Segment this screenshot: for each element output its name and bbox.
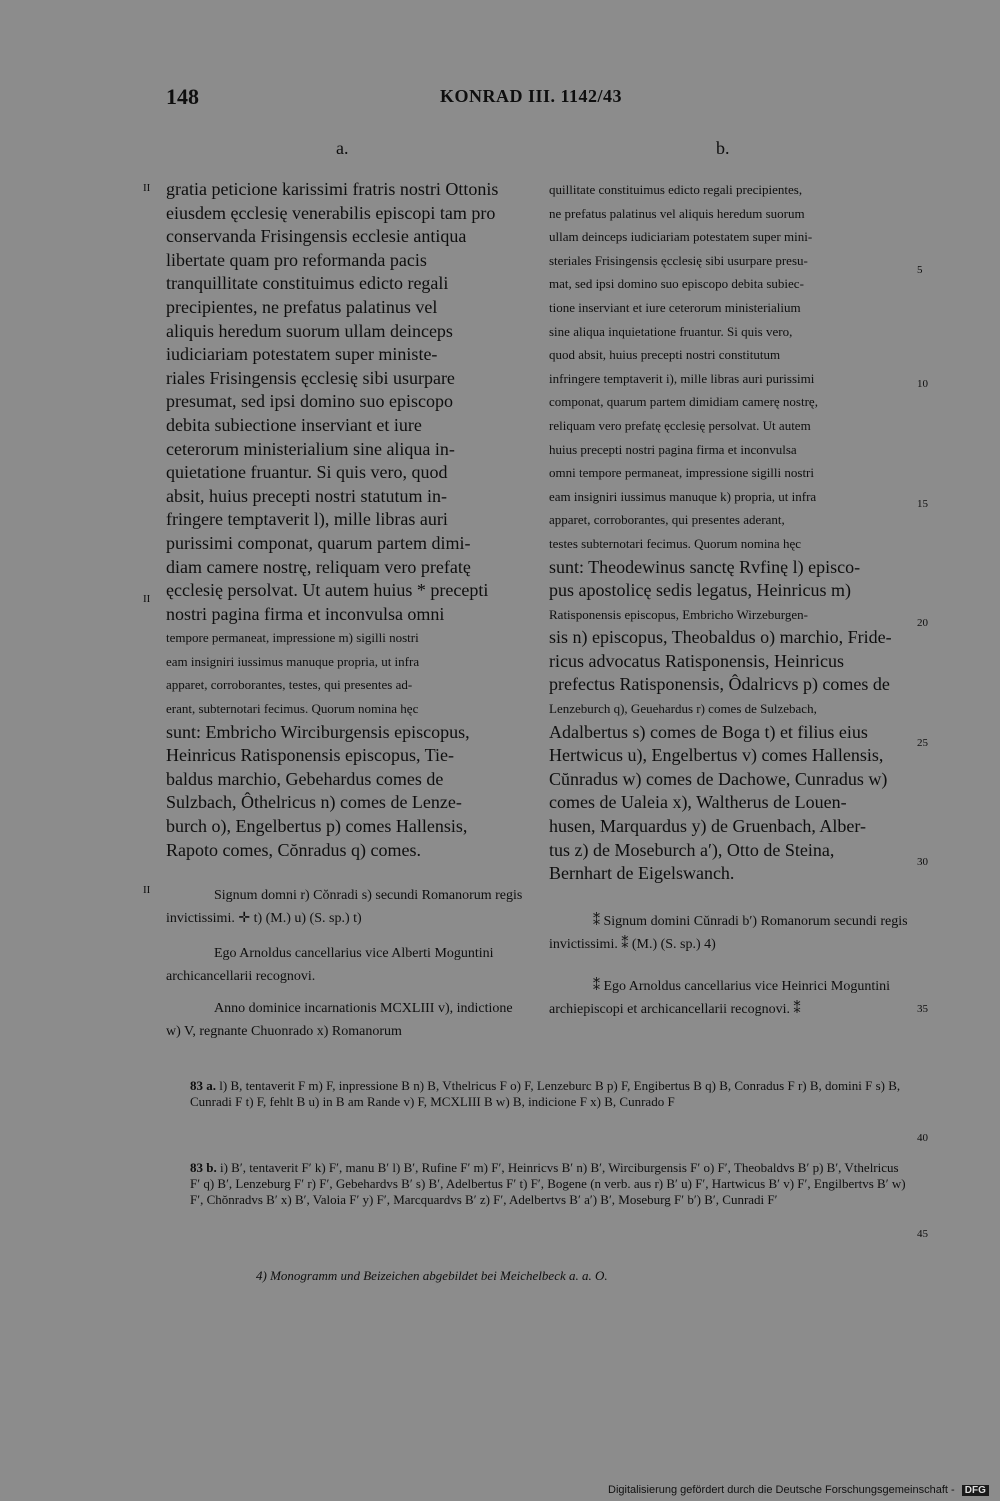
text-line: Cŭnradus w) comes de Dachowe, Cunradus w) bbox=[549, 768, 888, 789]
text-line: libertate quam pro reformanda pacis bbox=[166, 249, 427, 270]
text-line: sine aliqua inquietatione fruantur. Si quis vero, bbox=[549, 323, 793, 339]
margin-mark: II bbox=[143, 884, 151, 896]
text-line: fringere temptaverit l), mille libras auri bbox=[166, 509, 448, 530]
text-line: nostri pagina firma et inconvulsa omni bbox=[166, 603, 445, 624]
text-line: testes subternotari fecimus. Quorum nomina hęc bbox=[549, 535, 801, 551]
apparatus-b bbox=[190, 1160, 910, 1208]
text-line: Heinricus Ratisponensis episcopus, Tie- bbox=[166, 745, 454, 766]
text-line: ullam deinceps iudiciariam potestatem super mini- bbox=[549, 229, 813, 245]
text-line: sunt: Theodewinus sanctę Rvfinę l) episco- bbox=[549, 556, 861, 577]
line-number: 20 bbox=[917, 617, 928, 629]
text-line: precipientes, ne prefatus palatinus vel bbox=[166, 296, 438, 317]
text-line: Sulzbach, Ôthelricus n) comes de Lenze- bbox=[166, 792, 462, 813]
text-line: omni tempore permaneat, impressione sigilli nostri bbox=[549, 465, 815, 481]
text-line: aliquis heredum suorum ullam deinceps bbox=[166, 320, 453, 341]
text-line: diam camere nostrę, reliquam vero prefatę bbox=[166, 556, 471, 577]
text-line: quillitate constituimus edicto regali precipientes, bbox=[549, 182, 803, 197]
apparatus-a bbox=[190, 1078, 910, 1110]
line-number: 30 bbox=[917, 856, 928, 868]
text-line: iudiciariam potestatem super ministe- bbox=[166, 344, 438, 365]
column-a-label: a. bbox=[336, 138, 349, 158]
signum-b: ⁑ Signum domini Cŭnradi b′) Romanorum secundi regis invictissimi. ⁑ (M.) (S. sp.) 4) bbox=[549, 914, 908, 952]
apparatus-text: i) B′, tentaverit F′ k) F′, manu B′ l) B′, Rufine F′ m) F′, Heinricvs B′ n) B′, Wirciburgensis F′ o) F′, Theobaldvs B′ p) B′, Vthelricus F′ q) B′, Lenzeburg F′ r) F′, Gebehardvs B′ s) B′, Adelbertus F′ t) F′, Bogene (n verb. aus r) B′ u) F′, Hartwicus B′ v) F′, Engilbertvs B′ w) F′, Chŏnradvs B′ x) B′, Valoia F′ y) F′, Marcquardvs B′ z) F′, Adelbertvs B′ a′) B′, Moseburg F′ b′) B′, Cunradi F′ bbox=[190, 1160, 906, 1207]
text-line: burch o), Engelbertus p) comes Hallensis, bbox=[166, 816, 468, 837]
line-number: 5 bbox=[917, 264, 923, 276]
line-number: 15 bbox=[917, 498, 928, 510]
text-line: comes de Ualeia x), Waltherus de Louen- bbox=[549, 792, 847, 813]
text-line: quietatione fruantur. Si quis vero, quod bbox=[166, 462, 448, 483]
text-line: mat, sed ipsi domino suo episcopo debita subiec- bbox=[549, 276, 804, 292]
text-line: eam insigniri iussimus manuque propria, ut infra bbox=[166, 653, 420, 669]
text-line: Rapoto comes, Cŏnradus q) comes. bbox=[166, 839, 421, 860]
text-line: eam insigniri iussimus manuque k) propria, ut infra bbox=[549, 488, 817, 504]
text-line: ne prefatus palatinus vel aliquis heredum suorum bbox=[549, 205, 805, 221]
text-line: tranquillitate constituimus edicto regali bbox=[166, 273, 449, 294]
text-line: huius precepti nostri pagina firma et inconvulsa bbox=[549, 441, 797, 457]
text-line: steriales Frisingensis ęcclesię sibi usurpare presu- bbox=[549, 252, 808, 268]
text-line: ęcclesię persolvat. Ut autem huius * precepti bbox=[166, 580, 489, 601]
footer-text: Digitalisierung gefördert durch die Deutsche Forschungsgemeinschaft - bbox=[608, 1484, 955, 1496]
footnote: 4) Monogramm und Beizeichen abgebildet bei Meichelbeck a. a. O. bbox=[256, 1268, 608, 1283]
text-line: presumat, sed ipsi domino suo episcopo bbox=[166, 391, 453, 412]
text-line: purissimi componat, quarum partem dimi- bbox=[166, 532, 471, 553]
line-number: 25 bbox=[917, 737, 928, 749]
footer-credit bbox=[608, 1484, 989, 1496]
text-line: tione inserviant et iure ceterorum ministerialium bbox=[549, 299, 801, 315]
text-line: apparet, corroborantes, testes, qui presentes ad- bbox=[166, 677, 413, 693]
text-line: riales Frisingensis ęcclesię sibi usurpare bbox=[166, 367, 455, 388]
text-line: Adalbertus s) comes de Boga t) et filius eius bbox=[549, 721, 868, 742]
text-line: tempore permaneat, impressione m) sigilli nostri bbox=[166, 630, 419, 646]
text-line: eiusdem ęcclesię venerabilis episcopi tam pro bbox=[166, 202, 496, 223]
page-number: 148 bbox=[166, 84, 199, 109]
column-a-text bbox=[166, 178, 524, 862]
text-line: Bernhart de Eigelswanch. bbox=[549, 863, 735, 884]
text-line: pus apostolicę sedis legatus, Heinricus m) bbox=[549, 580, 851, 601]
apparatus-label: 83 a. bbox=[190, 1078, 216, 1093]
text-line: infringere temptaverit i), mille libras auri purissimi bbox=[549, 370, 815, 386]
text-line: quod absit, huius precepti nostri constitutum bbox=[549, 347, 781, 363]
dfg-logo: DFG bbox=[962, 1485, 989, 1496]
text-line: ricus advocatus Ratisponensis, Heinricus bbox=[549, 650, 844, 671]
text-line: absit, huius precepti nostri statutum in- bbox=[166, 485, 447, 506]
text-line: gratia peticione karissimi fratris nostri Ottonis bbox=[166, 179, 499, 199]
apparatus-text: l) B, tentaverit F m) F, inpressione B n) B, Vthelricus F o) F, Lenzeburc B p) F, Engibertus B q) B, Conradus F r) B, domini F s) B, Cunradi F t) F, fehlt B u) in B am Rande v) F, MCXLIII B w) B, indicione F x) B, Cunrado F bbox=[190, 1078, 901, 1109]
line-number: 40 bbox=[917, 1132, 928, 1144]
signum-a: Signum domni r) Cŏnradi s) secundi Romanorum regis invictissimi. ✛ t) (M.) u) (S. sp.) t) bbox=[166, 888, 523, 926]
text-line: prefectus Ratisponensis, Ôdalricvs p) comes de bbox=[549, 674, 890, 695]
margin-mark: II bbox=[143, 593, 151, 605]
line-number: 45 bbox=[917, 1228, 928, 1240]
column-b-label: b. bbox=[716, 138, 730, 158]
recognition-b: ⁑ Ego Arnoldus cancellarius vice Heinrici Moguntini archiepiscopi et archicancellarii recognovi. ⁑ bbox=[549, 979, 891, 1017]
line-number: 10 bbox=[917, 378, 928, 390]
text-line: husen, Marquardus y) de Gruenbach, Alber- bbox=[549, 816, 867, 837]
apparatus-label: 83 b. bbox=[190, 1160, 217, 1175]
text-line: apparet, corroborantes, qui presentes aderant, bbox=[549, 512, 785, 528]
running-head: KONRAD III. 1142/43 bbox=[440, 86, 623, 106]
text-line: erant, subternotari fecimus. Quorum nomina hęc bbox=[166, 701, 419, 717]
text-line: sunt: Embricho Wirciburgensis episcopus, bbox=[166, 721, 470, 742]
recognition-a: Ego Arnoldus cancellarius vice Alberti Moguntini archicancellarii recognovi. bbox=[166, 946, 494, 984]
text-line: componat, quarum partem dimidiam camerę nostrę, bbox=[549, 394, 818, 410]
column-b-text bbox=[549, 178, 907, 886]
text-line: Hertwicus u), Engelbertus v) comes Hallensis, bbox=[549, 745, 884, 766]
line-number: 35 bbox=[917, 1003, 928, 1015]
text-line: conservanda Frisingensis ecclesie antiqua bbox=[166, 226, 467, 247]
text-line: debita subiectione inserviant et iure bbox=[166, 414, 422, 435]
text-line: baldus marchio, Gebehardus comes de bbox=[166, 768, 444, 789]
text-line: Ratisponensis episcopus, Embricho Wirzeburgen- bbox=[549, 606, 808, 622]
text-line: Lenzeburch q), Geuehardus r) comes de Sulzebach, bbox=[549, 701, 817, 717]
text-line: ceterorum ministerialium sine aliqua in- bbox=[166, 438, 455, 459]
margin-mark: II bbox=[143, 182, 151, 194]
text-line: reliquam vero prefatę ęcclesię persolvat. Ut autem bbox=[549, 417, 811, 433]
text-line: tus z) de Moseburch a′), Otto de Steina, bbox=[549, 839, 835, 860]
text-line: sis n) episcopus, Theobaldus o) marchio, Fride- bbox=[549, 627, 892, 648]
dating-a: Anno dominice incarnationis MCXLIII v), indictione w) V, regnante Chuonrado x) Romanorum bbox=[166, 1001, 513, 1039]
